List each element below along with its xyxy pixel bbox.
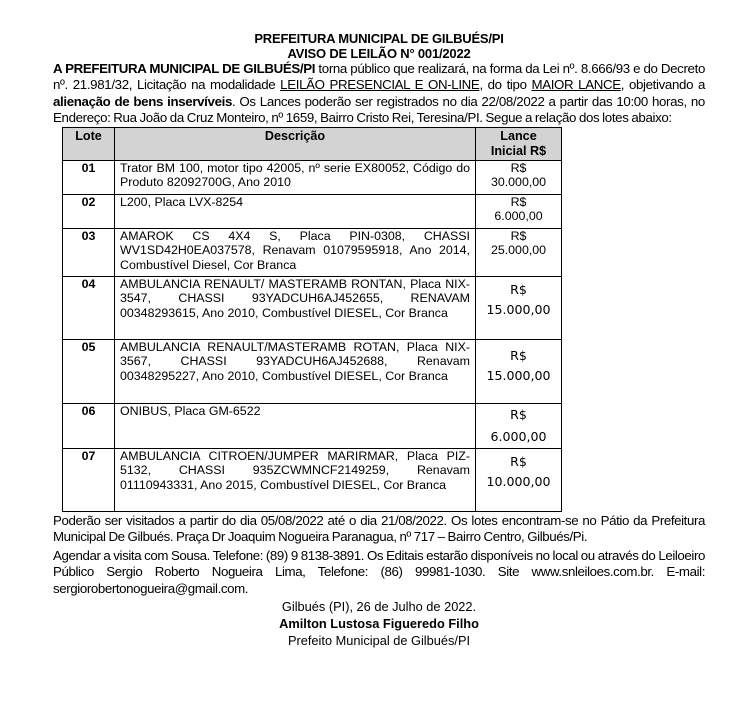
lot-number: 05 (63, 339, 115, 403)
issuer-name: A PREFEITURA MUNICIPAL DE GILBUÉS/PI (53, 61, 316, 76)
lot-initial-bid: R$ 15.000,00 (476, 339, 562, 403)
table-row (63, 228, 562, 276)
signer-role: Prefeito Municipal de Gilbués/PI (287, 632, 471, 648)
auction-modality: LEILÃO PRESENCIAL E ON-LINE (280, 77, 480, 93)
visit-info-paragraph: Poderão ser visitados a partir do dia 05/08/2022 até o dia 21/08/2022. Os lotes encontram-se no Pátio da Prefeitura Municipal De Gilbués. Praça Dr Joaquim Nogueira Paranagua, nº 717 – Bairro Centro, Gilbués/Pi. (53, 512, 705, 545)
lot-description: Trator BM 100, motor tipo 42005, nº serie EX80052, Código do Produto 82092700G, Ano 2010 (115, 160, 476, 194)
lot-number: 06 (63, 403, 115, 448)
table-row (63, 276, 562, 339)
lot-number: 07 (63, 448, 115, 511)
lot-number: 04 (63, 276, 115, 339)
intro-text-3: , objetivando a (620, 77, 706, 93)
table-row (63, 339, 562, 403)
lot-description: AMAROK CS 4X4 S, Placa PIN-0308, CHASSI WV1SD42H0EA037578, Renavam 01079595918, Ano 2014, Combustível Diesel, Cor Branca (115, 228, 476, 276)
lot-initial-bid: R$ 6.000,00 (476, 403, 562, 448)
lot-number: 03 (63, 228, 115, 276)
auction-notice-document (53, 31, 705, 649)
lot-number: 01 (63, 160, 115, 194)
table-header-row (63, 127, 562, 160)
intro-paragraph (53, 61, 705, 127)
header-descricao: Descrição (115, 127, 476, 160)
lots-table (62, 127, 562, 512)
auction-object: alienação de bens inservíveis (53, 93, 233, 109)
lot-number: 02 (63, 194, 115, 228)
intro-text-4: . Os Lances poderão ser registrados no dia 22/08/2022 a partir das 10:00 horas, no Endereço: Rua João da Cruz Monteiro, nº 1659, Bairro Cristo Rei, Teresina/PI. Segue a relação dos lotes abaixo: (53, 93, 705, 126)
lot-initial-bid: R$ 30.000,00 (476, 160, 562, 194)
lot-description: L200, Placa LVX-8254 (115, 194, 476, 228)
table-row (63, 448, 562, 511)
table-row (63, 403, 562, 448)
auction-type: MAIOR LANCE (531, 77, 621, 93)
lot-description: AMBULANCIA RENAULT/ MASTERAMB RONTAN, Placa NIX-3547, CHASSI 93YADCUH6AJ452655, RENAVAM 00348293615, Ano 2010, Combustível DIESEL, Cor Branca (115, 276, 476, 339)
document-title-notice: AVISO DE LEILÃO N° 001/2022 (287, 46, 471, 61)
table-row (63, 194, 562, 228)
document-title-issuer: PREFEITURA MUNICIPAL DE GILBUÉS/PI (254, 31, 504, 46)
lot-initial-bid: R$ 6.000,00 (476, 194, 562, 228)
lot-initial-bid: R$ 25.000,00 (476, 228, 562, 276)
place-and-date: Gilbués (PI), 26 de Julho de 2022. (281, 598, 477, 614)
table-row (63, 160, 562, 194)
intro-text-1: torna público que realizará, na forma da Lei nº. 8.666/93 e do Decreto nº. 21.981/32, Licitação na modalidade (53, 61, 705, 93)
contact-info-paragraph: Agendar a visita com Sousa. Telefone: (89) 9 8138-3891. Os Editais estarão disponíveis no local ou através do Leiloeiro Público Sergio Roberto Nogueira Lima, Telefone: (86) 99981-1030. Site www.snleiloes.com.br. E-mail: sergiorobertonogueira@gmail.com. (53, 547, 705, 596)
lot-initial-bid: R$ 15.000,00 (476, 276, 562, 339)
lot-description: AMBULANCIA RENAULT/MASTERAMB ROTAN, Placa NIX-3567, CHASSI 93YADCUH6AJ452688, Renavam 00348295227, Ano 2010, Combustível DIESEL, Cor Branca (115, 339, 476, 403)
intro-text-2: , do tipo (479, 77, 532, 93)
header-lance-inicial: Lance Inicial R$ (476, 127, 562, 160)
lot-initial-bid: R$ 10.000,00 (476, 448, 562, 511)
header-lote: Lote (63, 127, 115, 160)
lot-description: AMBULANCIA CITROEN/JUMPER MARIRMAR, Placa PIZ-5132, CHASSI 935ZCWMNCF2149259, Renavam 01110943331, Ano 2015, Combustível DIESEL, Cor Branca (115, 448, 476, 511)
lot-description: ONIBUS, Placa GM-6522 (115, 403, 476, 448)
signer-name: Amilton Lustosa Figueredo Filho (279, 615, 479, 631)
